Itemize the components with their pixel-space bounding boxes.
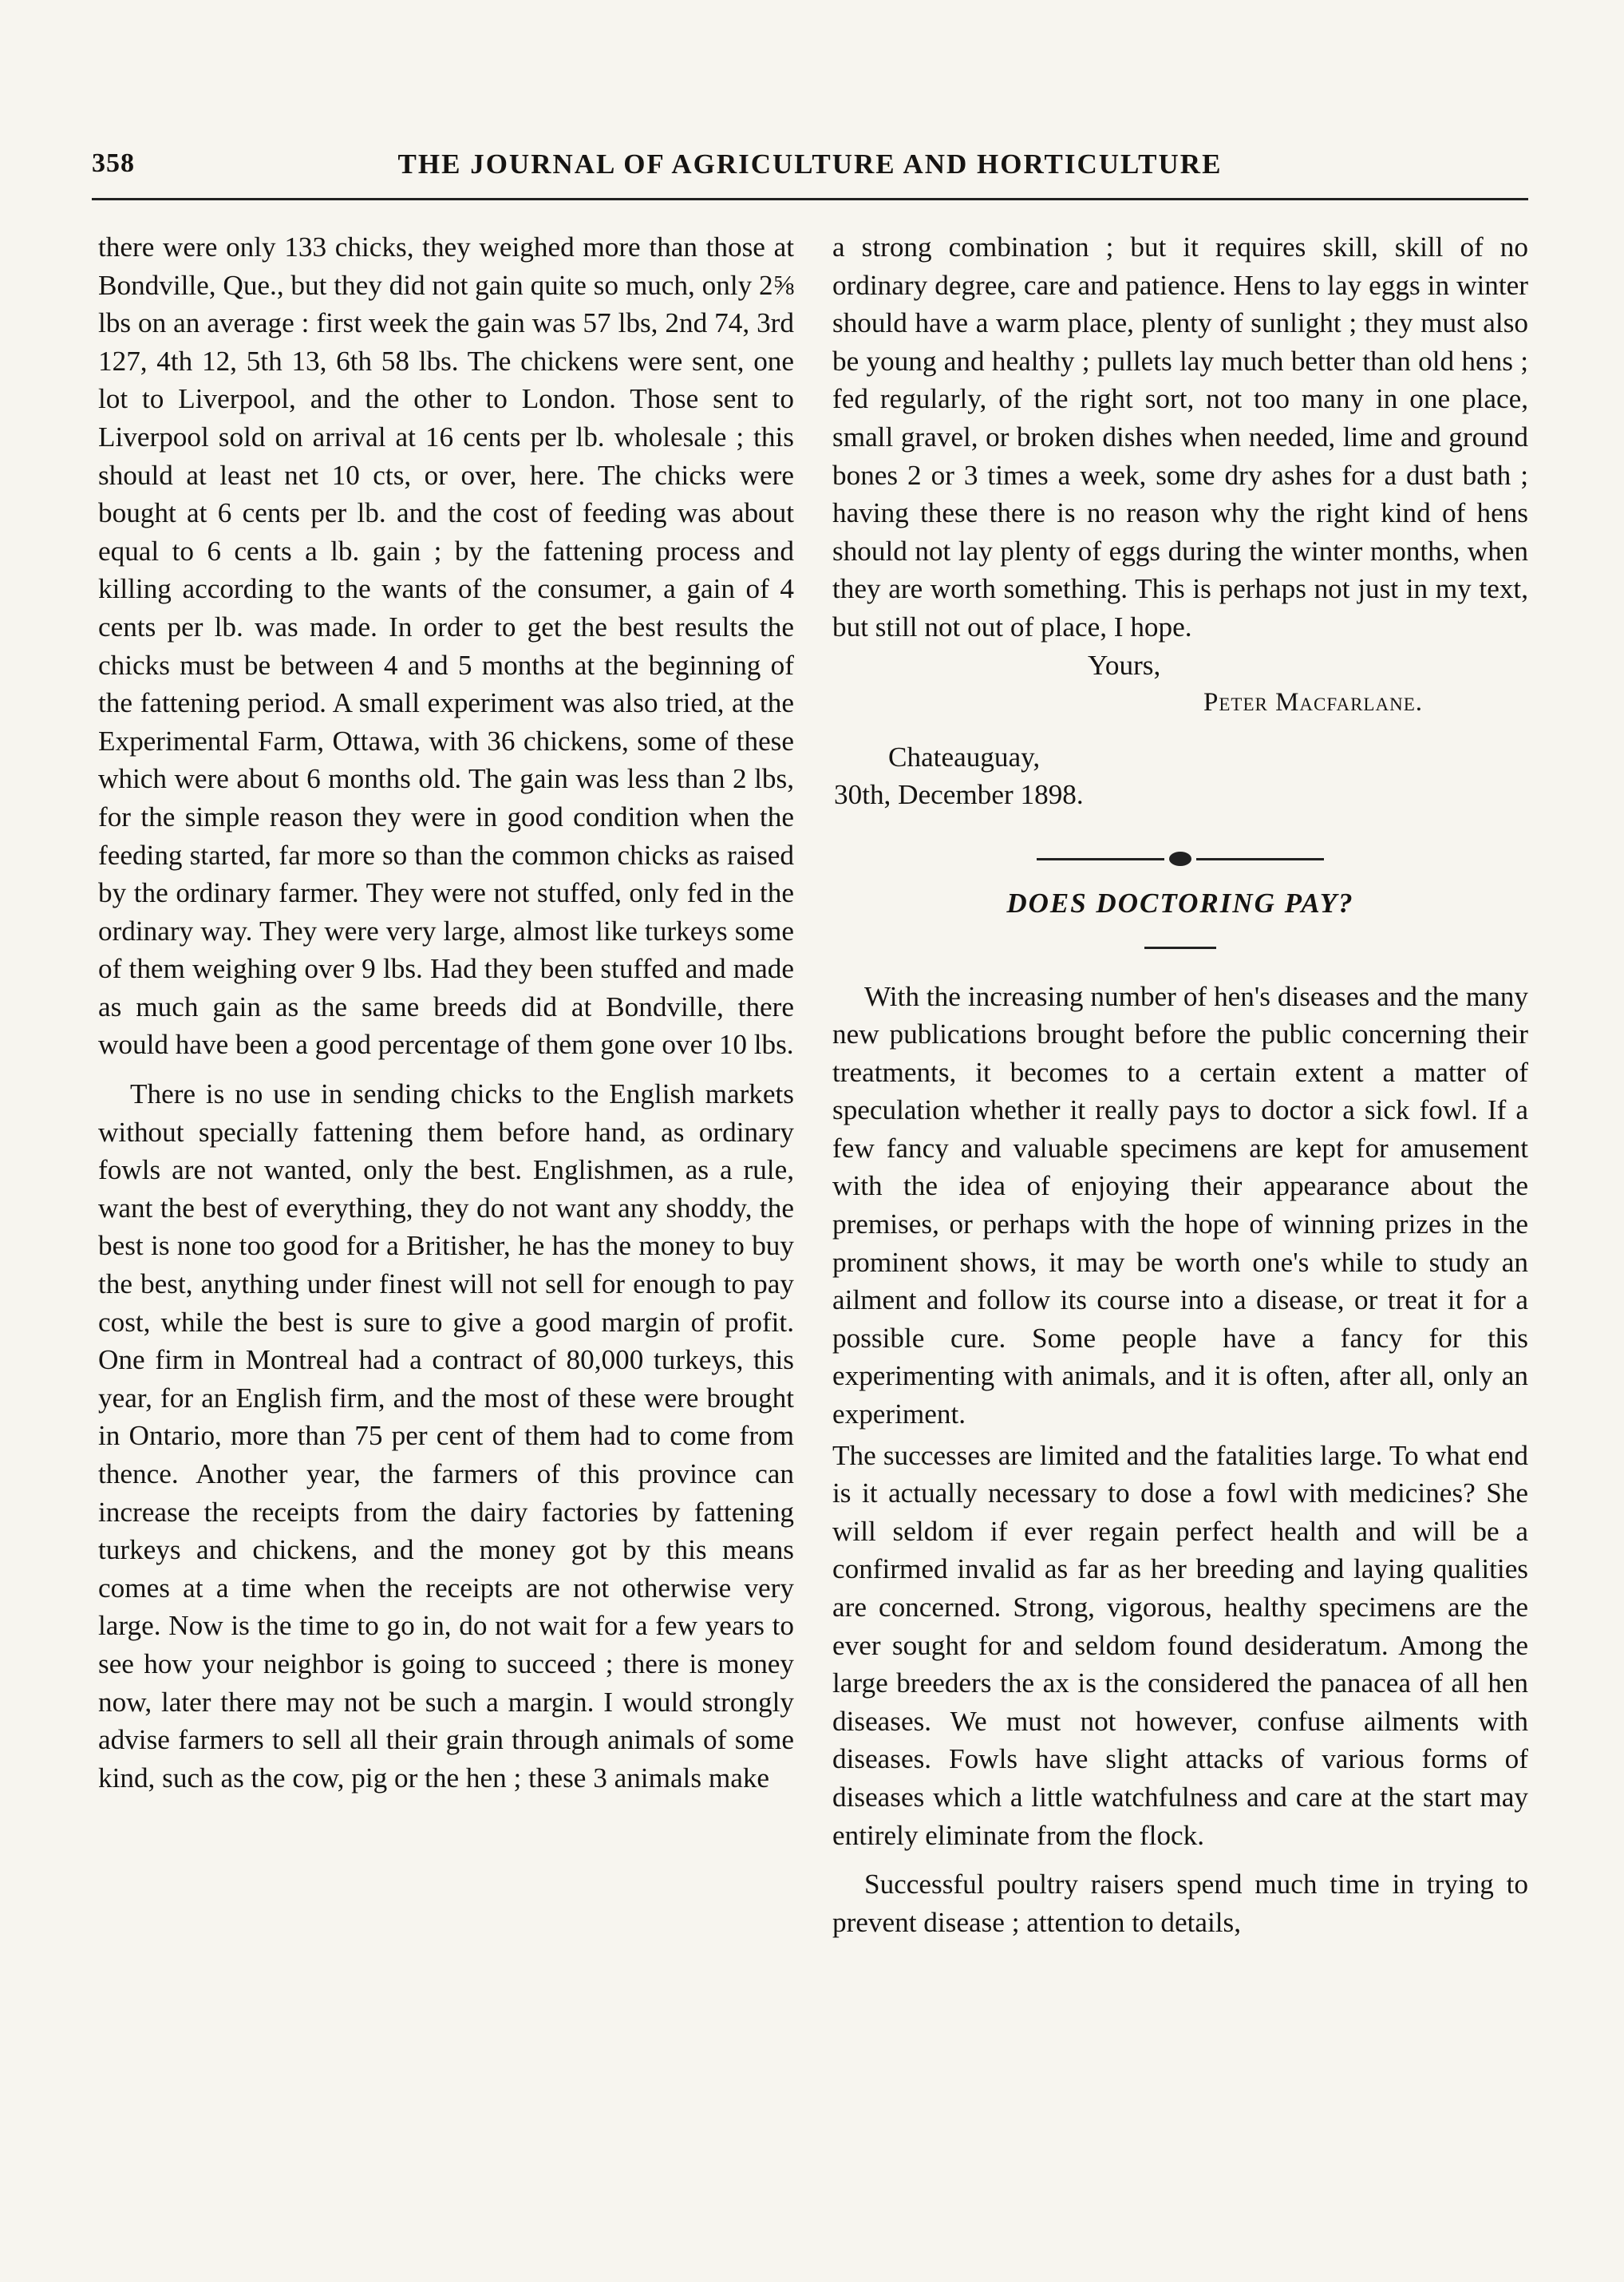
left-column xyxy=(98,228,794,1797)
title-rule xyxy=(1144,947,1216,949)
letter-place: Chateauguay, xyxy=(888,741,1041,773)
letter-signature: Peter Macfarlane. xyxy=(1203,688,1423,718)
header-rule xyxy=(92,198,1528,200)
page-number: 358 xyxy=(92,148,135,178)
letter-continuation: a strong combination ; but it requires skill, skill of no ordinary degree, care and patience. Hens to lay eggs in winter should have a warm place, plenty of sunlight ; they must also be young and healthy ; pullets lay much better than old hens ; fed regularly, of the right sort, not too many in one place, small gravel, or broken dishes when needed, lime and ground bones 2 or 3 times a week, some dry ashes for a dust bath ; having these there is no reason why the right kind of hens should not lay plenty of eggs during the winter months, when they are worth something. This is perhaps not just in my text, but still not out of place, I hope. xyxy=(832,231,1528,643)
letter-signoff: Yours, xyxy=(1088,649,1161,681)
journal-title: THE JOURNAL OF AGRICULTURE AND HORTICULTURE xyxy=(397,148,1223,180)
section-divider xyxy=(1037,844,1324,873)
letter-date: 30th, December 1898. xyxy=(834,779,1084,811)
right-column xyxy=(832,228,1528,1941)
divider-ornament-icon xyxy=(1169,852,1191,866)
paragraph: there were only 133 chicks, they weighed more than those at Bondville, Que., but they did not gain quite so much, only 2⅝ lbs on an average : first week the gain was 57 lbs, 2nd 74, 3rd 127, 4th 12, 5th 13, 6th 58 lbs. The chickens were sent, one lot to Liverpool, and the other to London. Those sent to Liverpool sold on arrival at 16 cents per lb. wholesale ; this should at least net 10 cts, or over, here. The chicks were bought at 6 cents per lb. and the cost of feeding was about equal to 6 cents a lb. gain ; by the fattening process and killing according to the wants of the consumer, a gain of 4 cents per lb. was made. In order to get the best results the chicks must be between 4 and 5 months at the beginning of the fattening period. A small experiment was also tried, at the Experimental Farm, Ottawa, with 36 chickens, some of these which were about 6 months old. The gain was less than 2 lbs, for the simple reason they were in good condition when the feeding started, far more so than the common chicks as raised by the ordinary farmer. They were not stuffed, only fed in the ordinary way. They were very large, almost like turkeys some of them weighing over 9 lbs. Had they been stuffed and made as much gain as the same breeds did at Bondville, there would have been a good percentage of them gone over 10 lbs. xyxy=(98,231,794,1061)
paragraph: Successful poultry raisers spend much time in trying to prevent disease ; attention to details, xyxy=(832,1869,1528,1938)
paragraph: The successes are limited and the fatalities large. To what end is it actually necessary to dose a fowl with medicines? She will seldom if ever regain perfect health and will be a confirmed invalid as far as her breeding and laying qualities are concerned. Strong, vigorous, healthy specimens are the ever sought for and seldom found desideratum. Among the large breeders the ax is the considered the panacea of all hen diseases. We must not however, confuse ailments with diseases. Fowls have slight attacks of various forms of diseases which a little watchfulness and care at the start may entirely eliminate from the flock. xyxy=(832,1439,1528,1851)
paragraph: With the increasing number of hen's diseases and the many new publications brought before the public concerning their treatments, it becomes to a certain extent a matter of speculation whether it really pays to doctor a sick fowl. If a few fancy and valuable specimens are kept for amusement with the idea of enjoying their appearance about the premises, or perhaps with the hope of winning prizes in the prominent shows, it may be worth one's while to study an ailment and follow its course into a disease, or treat it for a possible cure. Some people have a fancy for this experimenting with animals, and it is often, after all, only an experiment. xyxy=(832,980,1528,1430)
paragraph: There is no use in sending chicks to the English markets without specially fattening them before hand, as ordinary fowls are not wanted, only the best. Englishmen, as a rule, want the best of everything, they do not want any shoddy, the best is none too good for a Britisher, he has the money to buy the best, anything under finest will not sell for enough to pay cost, while the best is sure to give a good margin of profit. One firm in Montreal had a contract of 80,000 turkeys, this year, for an English firm, and the most of these were brought in Ontario, more than 75 per cent of them had to come from thence. Another year, the farmers of this province can increase the receipts from the dairy factories by fattening turkeys and chickens, and the money got by this means comes at a time when the receipts are not otherwise very large. Now is the time to go in, do not wait for a few years to see how your neighbor is going to succeed ; there is money now, later there may not be such a margin. I would strongly advise farmers to sell all their grain through animals of some kind, such as the cow, pig or the hen ; these 3 animals make xyxy=(98,1078,794,1794)
article-title: DOES DOCTORING PAY? xyxy=(1006,887,1354,919)
page-header xyxy=(92,148,1528,188)
